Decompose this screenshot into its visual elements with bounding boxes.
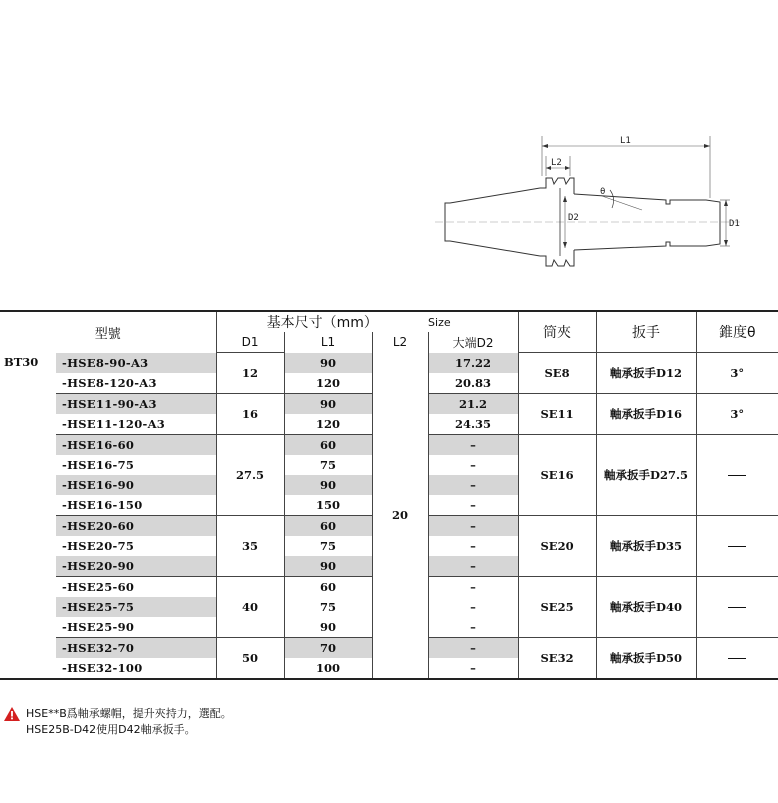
collet-cell: SE16 (518, 434, 596, 515)
model-cell: -HSE20-75 (56, 536, 216, 556)
series-label: BT30 (0, 353, 56, 679)
header-wrench: 扳手 (596, 311, 696, 353)
warning-icon (4, 707, 20, 721)
l1-cell: 150 (284, 495, 372, 516)
l1-cell: 75 (284, 597, 372, 617)
collet-cell: SE25 (518, 576, 596, 637)
header-taper: 錐度θ (696, 311, 778, 353)
header-d1: D1 (216, 332, 284, 353)
wrench-cell: 軸承扳手D27.5 (596, 434, 696, 515)
wrench-cell: 軸承扳手D50 (596, 637, 696, 679)
taper-cell (696, 576, 778, 637)
model-cell: -HSE32-100 (56, 658, 216, 679)
d1-cell: 27.5 (216, 434, 284, 515)
d1-cell: 12 (216, 353, 284, 394)
d1-cell: 50 (216, 637, 284, 679)
d2-cell: – (428, 556, 518, 577)
notes (4, 706, 232, 738)
d2-cell: – (428, 658, 518, 679)
l1-cell: 60 (284, 576, 372, 597)
no-taper-dash (728, 475, 746, 476)
taper-cell: 3° (696, 393, 778, 434)
model-cell: -HSE8-90-A3 (56, 353, 216, 373)
d1-cell: 35 (216, 515, 284, 576)
wrench-cell: 軸承扳手D16 (596, 393, 696, 434)
taper-cell: 3° (696, 353, 778, 394)
l1-cell: 60 (284, 515, 372, 536)
wrench-cell: 軸承扳手D35 (596, 515, 696, 576)
wrench-cell: 軸承扳手D40 (596, 576, 696, 637)
model-cell: -HSE16-75 (56, 455, 216, 475)
l1-cell: 75 (284, 536, 372, 556)
l1-cell: 90 (284, 556, 372, 577)
d2-cell: – (428, 434, 518, 455)
table-row (0, 353, 778, 373)
d2-cell: – (428, 617, 518, 638)
d2-cell: – (428, 475, 518, 495)
model-cell: -HSE16-150 (56, 495, 216, 516)
d2-cell: – (428, 637, 518, 658)
l2-label: L2 (551, 158, 562, 168)
l1-cell: 90 (284, 393, 372, 414)
taper-cell (696, 515, 778, 576)
no-taper-dash (728, 658, 746, 659)
l1-cell: 70 (284, 637, 372, 658)
header-collet: 筒夾 (518, 311, 596, 353)
d2-cell: 24.35 (428, 414, 518, 435)
collet-cell: SE32 (518, 637, 596, 679)
model-cell: -HSE11-90-A3 (56, 393, 216, 414)
l1-cell: 90 (284, 353, 372, 373)
model-cell: -HSE25-75 (56, 597, 216, 617)
model-cell: -HSE25-90 (56, 617, 216, 638)
theta-label: θ (600, 187, 606, 197)
d2-cell: – (428, 455, 518, 475)
model-cell: -HSE16-90 (56, 475, 216, 495)
d2-cell: – (428, 536, 518, 556)
d1-cell: 40 (216, 576, 284, 637)
collet-cell: SE8 (518, 353, 596, 394)
l1-label: L1 (620, 136, 631, 146)
d2-cell: 21.2 (428, 393, 518, 414)
l1-cell: 100 (284, 658, 372, 679)
spec-table (0, 310, 778, 680)
d1-cell: 16 (216, 393, 284, 434)
header-model: 型號 (0, 311, 216, 353)
l1-cell: 120 (284, 414, 372, 435)
d2-cell: 20.83 (428, 373, 518, 394)
model-cell: -HSE8-120-A3 (56, 373, 216, 394)
spec-table-body (0, 353, 778, 679)
note-line-2: HSE25B-D42使用D42軸承扳手。 (26, 723, 196, 736)
collet-cell: SE20 (518, 515, 596, 576)
l1-cell: 60 (284, 434, 372, 455)
model-cell: -HSE20-90 (56, 556, 216, 577)
tool-holder-diagram (430, 128, 750, 278)
l2-cell: 20 (372, 353, 428, 679)
header-basic-dims: 基本尺寸（mm） (216, 311, 428, 332)
d2-label: D2 (568, 213, 579, 223)
header-d2: 大端D2 (428, 332, 518, 353)
l1-cell: 75 (284, 455, 372, 475)
d2-cell: – (428, 515, 518, 536)
l1-cell: 120 (284, 373, 372, 394)
header-l2: L2 (372, 332, 428, 353)
d2-cell: – (428, 495, 518, 516)
taper-cell (696, 637, 778, 679)
model-cell: -HSE20-60 (56, 515, 216, 536)
no-taper-dash (728, 607, 746, 608)
d2-cell: – (428, 597, 518, 617)
taper-cell (696, 434, 778, 515)
l1-cell: 90 (284, 617, 372, 638)
d2-cell: 17.22 (428, 353, 518, 373)
note-line-1: HSE**B爲軸承螺帽，提升夾持力，選配。 (26, 707, 232, 720)
no-taper-dash (728, 546, 746, 547)
model-cell: -HSE11-120-A3 (56, 414, 216, 435)
d2-cell: – (428, 576, 518, 597)
model-cell: -HSE16-60 (56, 434, 216, 455)
model-cell: -HSE25-60 (56, 576, 216, 597)
header-size: Size (428, 311, 518, 332)
l1-cell: 90 (284, 475, 372, 495)
model-cell: -HSE32-70 (56, 637, 216, 658)
collet-cell: SE11 (518, 393, 596, 434)
wrench-cell: 軸承扳手D12 (596, 353, 696, 394)
d1-label: D1 (729, 219, 740, 229)
header-l1: L1 (284, 332, 372, 353)
